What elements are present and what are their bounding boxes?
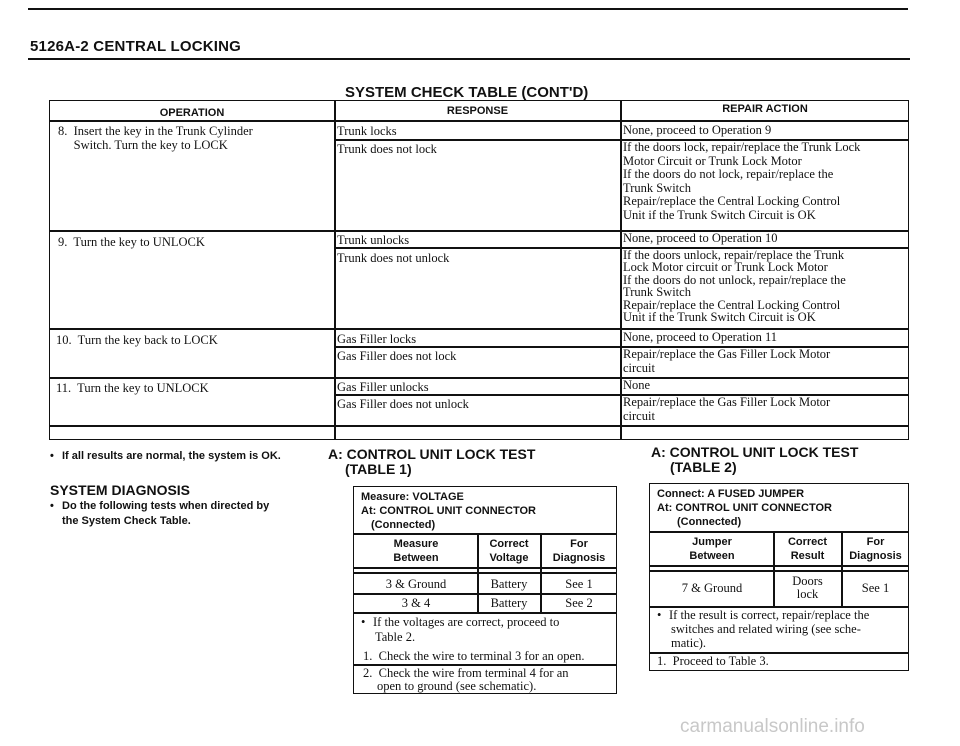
table2-h-jumper: Jumper [692, 536, 732, 548]
row-rule [49, 377, 909, 379]
table1-note: • If the voltages are correct, proceed to [361, 615, 560, 629]
header-rule [28, 58, 910, 60]
table2-title: A: CONTROL UNIT LOCK TEST [651, 444, 859, 460]
repair-gas-not-lock: Repair/replace the Gas Filler Lock Motor circuit [623, 347, 831, 375]
table2-r1-correct-cont: lock [796, 587, 819, 601]
table2-r1-correct: Doors [792, 574, 823, 588]
header-repair: REPAIR ACTION [722, 103, 808, 115]
repair-gas-unlocks: None [623, 378, 651, 392]
table1-subtitle: (TABLE 1) [345, 461, 412, 477]
grid-line [353, 533, 617, 535]
grid-line [353, 572, 617, 574]
table2-note: • If the result is correct, repair/replace the [657, 608, 870, 622]
table2-at: At: CONTROL UNIT CONNECTOR [657, 502, 832, 514]
table1-step1: 1. Check the wire to terminal 3 for an open. [363, 649, 585, 663]
repair-trunk-not-lock: If the doors lock, repair/replace the Trunk Lock Motor Circuit or Trunk Lock Motor If the doors do not lock, repair/replace the Trunk Switch Repair/replace the Central Locking Control Unit if the Trunk Switch Circuit is OK [623, 140, 861, 222]
table2-h-correct: Correct [787, 536, 828, 548]
table1-h-diagnosis: Diagnosis [552, 552, 606, 564]
table1-step2: 2. Check the wire from terminal 4 for an [363, 666, 569, 680]
table1-h-correct: Correct [489, 538, 529, 550]
table1-r1-between: 3 & Ground [385, 577, 447, 591]
table1-r2-for: See 2 [565, 596, 593, 610]
grid-line [353, 567, 617, 569]
table1-r2-between: 3 & 4 [401, 596, 431, 610]
response-trunk-not-lock: Trunk does not lock [337, 142, 437, 156]
header-operation: OPERATION [159, 107, 225, 119]
row-rule [49, 230, 909, 232]
response-gas-not-unlock: Gas Filler does not unlock [337, 397, 469, 411]
row-rule [49, 425, 909, 427]
row-rule [49, 328, 909, 330]
grid-line [353, 612, 617, 614]
table1-step2-cont: open to ground (see schematic). [377, 679, 537, 693]
repair-gas-not-unlock: Repair/replace the Gas Filler Lock Motor circuit [623, 395, 831, 423]
table-title: SYSTEM CHECK TABLE (CONT'D) [345, 84, 589, 101]
diagnosis-line2: the System Check Table. [62, 515, 191, 527]
response-gas-locks: Gas Filler locks [337, 332, 417, 346]
diagnosis-line1: • Do the following tests when directed by [50, 500, 270, 512]
response-trunk-locks: Trunk locks [337, 124, 397, 138]
table2-h-diagnosis: Diagnosis [849, 550, 902, 562]
col-divider [620, 100, 622, 440]
header-response: RESPONSE [446, 105, 509, 117]
repair-trunk-locks: None, proceed to Operation 9 [623, 123, 772, 137]
table2-connect: Connect: A FUSED JUMPER [657, 488, 805, 500]
watermark: carmanualsonline.info [680, 716, 865, 737]
operation-9: 9. Turn the key to UNLOCK [58, 235, 205, 249]
col-divider [334, 100, 336, 440]
repair-gas-locks: None, proceed to Operation 11 [623, 330, 777, 344]
repair-trunk-unlocks: None, proceed to Operation 10 [623, 231, 778, 245]
operation-10: 10. Turn the key back to LOCK [56, 333, 218, 347]
table2-step1: 1. Proceed to Table 3. [657, 654, 769, 668]
header-rule [49, 120, 909, 122]
table1-h-between: Between [393, 552, 439, 564]
table2-h-result: Result [790, 550, 825, 562]
table2-r1-for: See 1 [861, 581, 890, 595]
table2-note-cont1: switches and related wiring (see sche- [671, 622, 861, 636]
operation-8: 8. Insert the key in the Trunk Cylinder Switch. Turn the key to LOCK [58, 124, 253, 152]
table2-subtitle: (TABLE 2) [670, 459, 737, 475]
grid-line [649, 565, 909, 567]
table1-h-for: For [570, 538, 588, 550]
table1-note-cont: Table 2. [375, 630, 416, 644]
grid-line [353, 593, 617, 595]
table2-h-for: For [866, 536, 885, 548]
grid-line [649, 531, 909, 533]
repair-trunk-not-unlock: If the doors unlock, repair/replace the Trunk Lock Motor circuit or Trunk Lock Motor If the doors do not unlock, repair/replace the Trunk Switch Repair/replace the Central Locking Control Unit if the Trunk Switch Circuit is OK [623, 248, 846, 325]
table2-note-cont2: matic). [671, 636, 707, 650]
table1-h-measure: Measure [393, 538, 439, 550]
table1-r2-correct: Battery [490, 596, 528, 610]
table1-at: At: CONTROL UNIT CONNECTOR [361, 505, 536, 517]
table2-h-between: Between [689, 550, 735, 562]
table1-h-voltage: Voltage [489, 552, 529, 564]
table1-measure: Measure: VOLTAGE [361, 491, 464, 503]
table1-title: A: CONTROL UNIT LOCK TEST [328, 446, 536, 462]
table1-r1-for: See 1 [565, 577, 593, 591]
grid-line [649, 570, 909, 572]
table1-r1-correct: Battery [490, 577, 528, 591]
table2-connected: (Connected) [677, 516, 742, 528]
response-gas-not-lock: Gas Filler does not lock [337, 349, 457, 363]
response-trunk-unlocks: Trunk unlocks [337, 233, 410, 247]
top-rule [28, 8, 908, 10]
page-header: 5126A-2 CENTRAL LOCKING [30, 38, 242, 55]
table2-r1-between: 7 & Ground [681, 581, 743, 595]
diagnosis-title: SYSTEM DIAGNOSIS [50, 482, 191, 498]
normal-note: • If all results are normal, the system is OK. [50, 450, 281, 462]
response-gas-unlocks: Gas Filler unlocks [337, 380, 429, 394]
table1-connected: (Connected) [371, 519, 436, 531]
response-trunk-not-unlock: Trunk does not unlock [337, 251, 450, 265]
operation-11: 11. Turn the key to UNLOCK [56, 381, 209, 395]
